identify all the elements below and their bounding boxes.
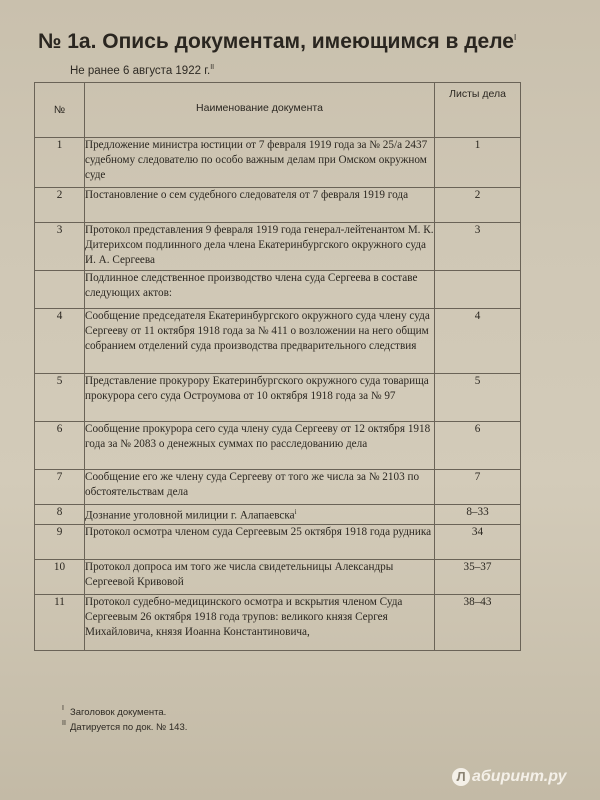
row-number: 8 bbox=[35, 505, 85, 525]
row-sheets: 7 bbox=[435, 470, 521, 505]
row-number: 4 bbox=[35, 309, 85, 374]
row-document-name bbox=[85, 594, 435, 650]
row-footnote-mark: i bbox=[294, 508, 297, 516]
row-number: 5 bbox=[35, 374, 85, 422]
row-document-name bbox=[85, 559, 435, 594]
row-document-name bbox=[85, 422, 435, 470]
document-name-text: Протокол представления 9 февраля 1919 года генерал-лейтенантом М. К. Дитерихсом подлинного дела члена Екатеринбургского окружного суда И. А. Сергеева bbox=[85, 224, 434, 266]
row-sheets: 5 bbox=[435, 374, 521, 422]
row-number: 7 bbox=[35, 470, 85, 505]
header-sheets: Листы дела bbox=[435, 83, 521, 138]
row-document-name bbox=[85, 374, 435, 422]
table-row bbox=[35, 524, 521, 559]
document-name-text: Постановление о сем судебного следователя от 7 февраля 1919 года bbox=[85, 189, 409, 201]
table-row bbox=[35, 559, 521, 594]
table-row bbox=[35, 138, 521, 188]
table-row bbox=[35, 271, 521, 309]
row-number bbox=[35, 271, 85, 309]
table-row bbox=[35, 374, 521, 422]
header-number: № bbox=[35, 83, 85, 138]
row-document-name bbox=[85, 271, 435, 309]
document-name-text: Представление прокурору Екатеринбургского окружного суда товарища прокурора сего суда Остроумова от 10 октября 1918 года за № 97 bbox=[85, 375, 429, 402]
row-number: 10 bbox=[35, 559, 85, 594]
row-number: 1 bbox=[35, 138, 85, 188]
document-name-text: Подлинное следственное производство члена суда Сергеева в составе следующих актов: bbox=[85, 272, 418, 299]
row-sheets: 35–37 bbox=[435, 559, 521, 594]
date-footnote-mark: II bbox=[210, 64, 215, 71]
row-sheets: 38–43 bbox=[435, 594, 521, 650]
title-footnote-mark: I bbox=[513, 33, 517, 42]
document-title: № 1а. Опись документам, имеющимся в деле$^I$ bbox=[38, 30, 517, 53]
row-document-name bbox=[85, 188, 435, 223]
table-row bbox=[35, 422, 521, 470]
document-name-text: Протокол судебно-медицинского осмотра и вскрытия членом Суда Сергеевым 26 октября 1918 года трупов: великого князя Сергея Михайловича, князя Иоанна Константиновича, bbox=[85, 595, 403, 638]
row-sheets: 4 bbox=[435, 309, 521, 374]
row-number: 2 bbox=[35, 188, 85, 223]
table-row bbox=[35, 470, 521, 505]
labirint-logo-icon: Л bbox=[452, 768, 470, 786]
row-document-name bbox=[85, 309, 435, 374]
row-number: 3 bbox=[35, 223, 85, 271]
row-number: 6 bbox=[35, 422, 85, 470]
footnote-2: II Датируется по док. № 143. bbox=[62, 720, 188, 733]
document-name-text: Сообщение его же члену суда Сергееву от того же числа за № 2103 по обстоятельствам дела bbox=[85, 471, 420, 498]
row-document-name bbox=[85, 223, 435, 271]
row-document-name bbox=[85, 138, 435, 188]
document-name-text: Протокол осмотра членом суда Сергеевым 25 октября 1918 года рудника bbox=[85, 525, 432, 538]
table-row bbox=[35, 594, 521, 650]
row-sheets: 34 bbox=[435, 524, 521, 559]
document-name-text: Предложение министра юстиции от 7 февраля 1919 года за № 25/а 2437 судебному следователю по особо важным делам при Омском окружном суде bbox=[85, 139, 428, 181]
document-name-text: Сообщение председателя Екатеринбургского окружного суда члену суда Сергееву от 11 октября 1918 года за № 411 о возложении на него общим собранием отделений суда производства предварительного следствия bbox=[85, 310, 430, 352]
row-number: 11 bbox=[35, 594, 85, 650]
document-name-text: Дознание уголовной милиции г. Алапаевска bbox=[85, 509, 295, 522]
document-name-text: Протокол допроса им того же числа свидетельницы Александры Сергеевой Кривовой bbox=[85, 560, 394, 588]
row-sheets: 2 bbox=[435, 188, 521, 223]
row-sheets: 6 bbox=[435, 422, 521, 470]
document-name-text: Сообщение прокурора сего суда члену суда Сергееву от 12 октября 1918 года за № 2083 о денежных суммах по расследованию дела bbox=[85, 423, 431, 450]
inventory-table bbox=[34, 82, 521, 651]
footnote-1: I Заголовок документа. bbox=[62, 705, 167, 718]
table-row bbox=[35, 505, 521, 525]
row-sheets: 8–33 bbox=[435, 505, 521, 525]
table-row bbox=[35, 188, 521, 223]
site-watermark: Л абиринт.ру bbox=[452, 768, 567, 786]
row-sheets bbox=[435, 271, 521, 309]
header-document-name: Наименование документа bbox=[85, 83, 435, 138]
table-row bbox=[35, 309, 521, 374]
row-document-name bbox=[85, 524, 435, 559]
document-date: Не ранее 6 августа 1922 г.$^{II}$ bbox=[70, 64, 215, 77]
row-document-name bbox=[85, 505, 435, 525]
row-sheets: 1 bbox=[435, 138, 521, 188]
row-sheets: 3 bbox=[435, 223, 521, 271]
table-header-row bbox=[35, 83, 521, 138]
row-number: 9 bbox=[35, 524, 85, 559]
table-row bbox=[35, 223, 521, 271]
row-document-name bbox=[85, 470, 435, 505]
